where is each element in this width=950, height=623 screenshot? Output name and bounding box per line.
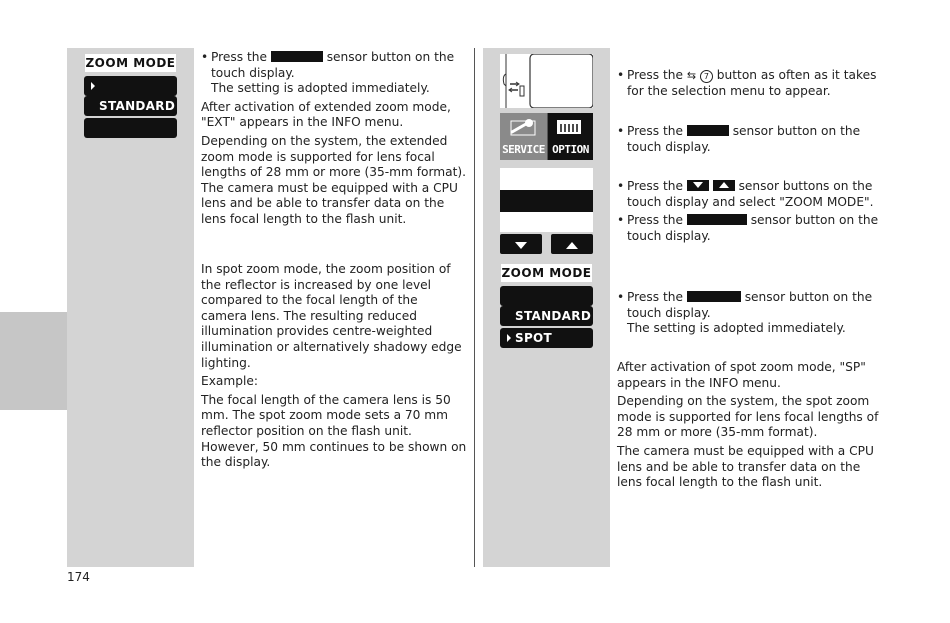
menu-row-top <box>500 168 593 190</box>
right-bullet-4: • Press the sensor button on the touch display. <box>617 213 879 244</box>
right-text-paragraphs <box>617 360 879 494</box>
spot-sensor-button-icon <box>687 291 741 302</box>
page-edge-tab <box>0 312 67 410</box>
right-bullet-1: • Press the ⇆ 7 button as often as it takes for the selection menu to appear. <box>617 68 879 102</box>
zoom-mode-title-right: ZOOM MODE <box>501 266 592 280</box>
down-button <box>500 234 542 254</box>
flash-unit-icon <box>500 54 593 108</box>
ext-sensor-button-icon <box>271 51 323 62</box>
display-row-ext-right <box>500 286 593 306</box>
standard-label-right: STANDARD <box>515 309 592 323</box>
arrow-down-icon <box>515 242 527 249</box>
up-sensor-icon <box>713 180 735 191</box>
page-number: 174 <box>67 570 90 584</box>
right-bullet-3: • Press the sensor buttons on the touch display and select "ZOOM MODE". • Press the sensor button on the touch display. <box>617 179 879 247</box>
right-bullet-2: • Press the sensor button on the touch display. <box>617 124 879 158</box>
right-bullet-5: • Press the sensor button on the touch display. The setting is adopted immediately. <box>617 290 879 340</box>
swap-arrows-icon: ⇆ <box>686 69 697 82</box>
wrench-icon <box>508 118 538 136</box>
up-button <box>551 234 593 254</box>
left-para-1: After activation of extended zoom mode, "EXT" appears in the INFO menu. <box>201 99 451 130</box>
right-para-3: The camera must be equipped with a CPU lens and be able to transfer data on the lens focal length to the flash unit. <box>617 443 874 490</box>
option-button <box>548 113 593 160</box>
menu-row-bottom <box>500 212 593 232</box>
select-sensor-button-icon <box>687 214 747 225</box>
option-label: OPTION <box>552 143 589 156</box>
display-row-ext <box>84 76 177 96</box>
display-row-spot-right <box>500 328 593 348</box>
left-para-5: The focal length of the camera lens is 50 mm. The spot zoom mode sets a 70 mm reflector position on the flash unit. However, 50 mm continues to be shown on the display. <box>201 392 467 470</box>
left-text-column <box>201 50 467 231</box>
right-para-2: Depending on the system, the spot zoom mode is supported for lens focal lengths of 28 mm or more (35-mm format). <box>617 394 879 440</box>
left-bullet-1: • Press the sensor button on the touch display. The setting is adopted immediately. <box>201 50 467 97</box>
zoom-mode-title: ZOOM MODE <box>85 56 176 70</box>
left-para-3: In spot zoom mode, the zoom position of the reflector is increased by one level compared to the focal length of the camera lens. The resulting reduced illumination provides centre-weighted illumination or alternatively shadowy edge lighting. <box>201 262 462 370</box>
left-para-4: Example: <box>201 374 258 389</box>
right-para-1: After activation of spot zoom mode, "SP" appears in the INFO menu. <box>617 360 866 390</box>
display-row-spot <box>84 118 177 138</box>
left-text-column-2 <box>201 262 467 474</box>
service-option-panel <box>500 113 593 160</box>
button-number-circle: 7 <box>700 70 713 83</box>
display-row-standard-right <box>500 306 593 326</box>
arrow-up-icon <box>566 242 578 249</box>
option-sensor-button-icon <box>687 125 729 136</box>
service-button <box>500 113 547 160</box>
flash-unit-illustration <box>500 54 593 108</box>
left-para-2: Depending on the system, the extended zoom mode is supported for lens focal lengths of 28 mm or more (35-mm format). The camera must be equipped with a CPU lens and be able to transfer data on the lens focal length to the flash unit. <box>201 133 467 226</box>
service-label: SERVICE <box>502 143 545 156</box>
spot-label: SPOT <box>515 331 553 345</box>
display-row-standard <box>84 96 177 116</box>
standard-label: STANDARD <box>99 99 176 113</box>
menu-row-selected <box>500 190 593 212</box>
down-sensor-icon <box>687 180 709 191</box>
selection-arrow-icon-right <box>507 334 511 342</box>
selection-arrow-icon <box>91 82 95 90</box>
option-icon <box>555 118 585 136</box>
center-divider <box>474 48 475 567</box>
